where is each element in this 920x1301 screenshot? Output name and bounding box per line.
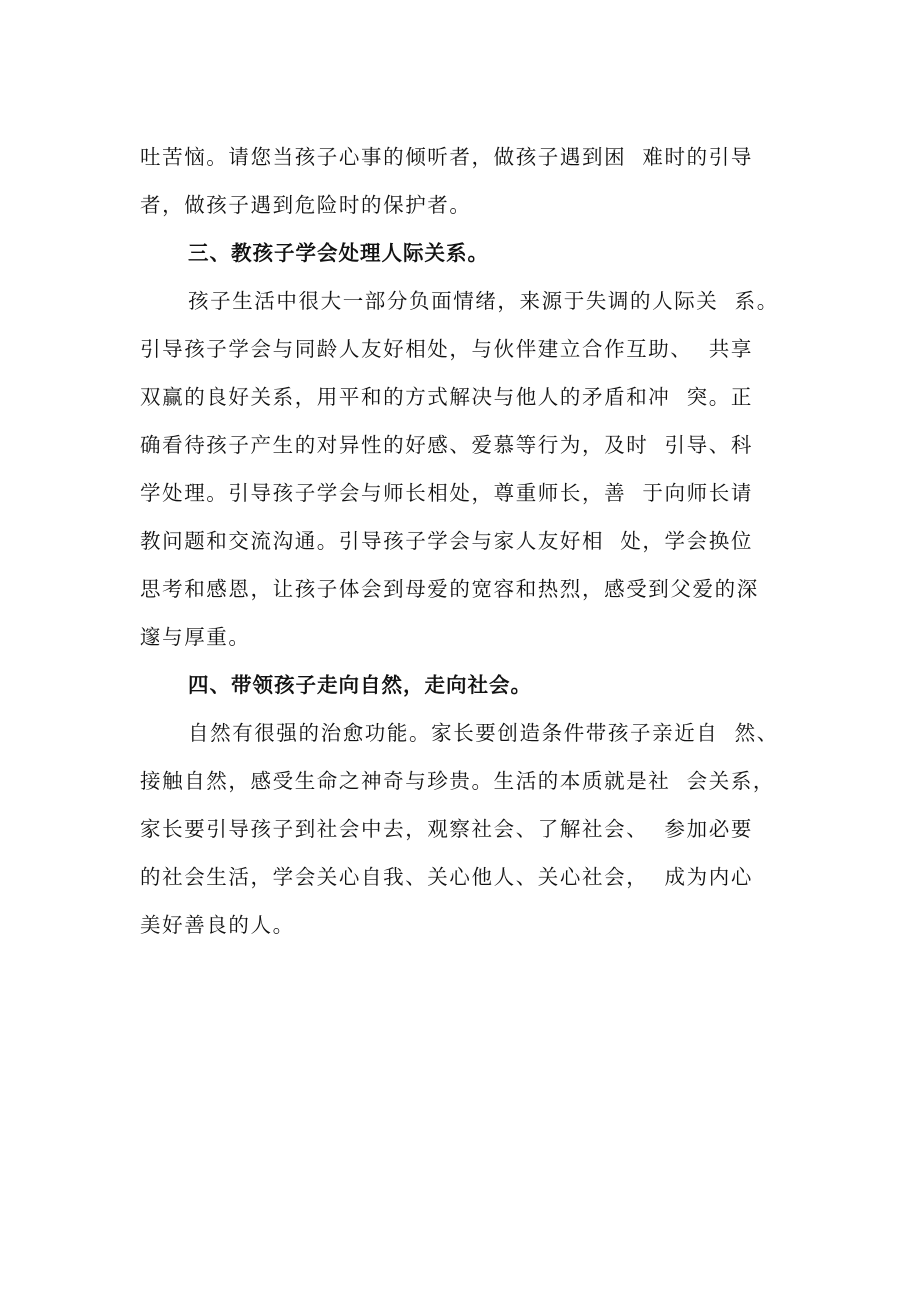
paragraph-first-line: 自然有很强的治愈功能。家长要创造条件带孩子亲近自 然、 [188,721,779,745]
body-line: 思考和感恩，让孩子体会到母爱的宽容和热烈，感受到父爱的深 [140,577,759,601]
paragraph-first-line: 孩子生活中很大一部分负面情绪，来源于失调的人际关 系。 [188,289,779,313]
body-line: 学处理。引导孩子学会与师长相处，尊重师长，善 于向师长请 [140,481,753,505]
body-line: 邃与厚重。 [140,625,251,649]
body-line: 者，做孩子遇到危险时的保护者。 [140,193,472,217]
body-line: 吐苦恼。请您当孩子心事的倾听者，做孩子遇到困 难时的引导 [140,145,753,169]
body-line: 接触自然，感受生命之神奇与珍贵。生活的本质就是社 会关系， [140,769,776,793]
body-line: 确看待孩子产生的对异性的好感、爱慕等行为，及时 引导、科 [140,433,753,457]
body-line: 的社会生活，学会关心自我、关心他人、关心社会， 成为内心 [140,865,753,889]
body-line: 家长要引导孩子到社会中去，观察社会、了解社会、 参加必要 [140,817,753,841]
body-line: 美好善良的人。 [140,913,295,937]
body-line: 引导孩子学会与同龄人友好相处，与伙伴建立合作互助、 共享 [140,337,753,361]
section-heading: 四、带领孩子走向自然，走向社会。 [188,673,532,697]
section-heading: 三、教孩子学会处理人际关系。 [188,241,489,265]
body-line: 双赢的良好关系，用平和的方式解决与他人的矛盾和冲 突。正 [140,385,753,409]
document-body [140,140,800,956]
body-line: 教问题和交流沟通。引导孩子学会与家人友好相 处，学会换位 [140,529,753,553]
